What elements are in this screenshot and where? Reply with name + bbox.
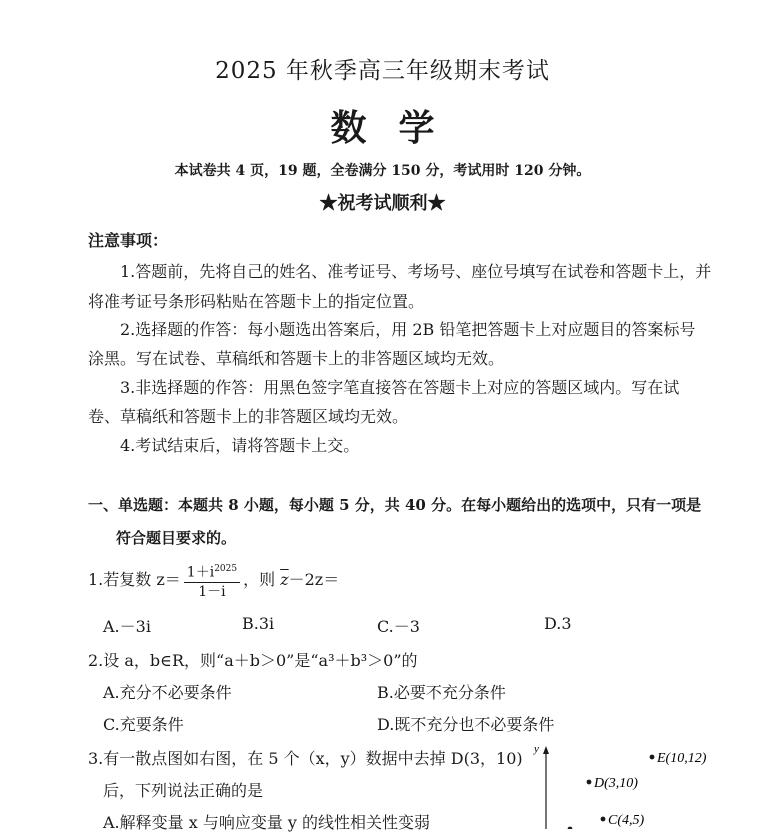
question-1-mid: ，则 bbox=[243, 569, 281, 589]
q1-option-d: D.3 bbox=[544, 614, 572, 633]
notice-item-2-line-2: 涂黑。写在试卷、草稿纸和答题卡上的非答题区域均无效。 bbox=[88, 349, 505, 368]
y-axis-label: y bbox=[534, 743, 539, 755]
point-e bbox=[650, 755, 655, 760]
q1-option-a: A.－3i bbox=[103, 617, 151, 636]
q2-option-a: A.充分不必要条件 bbox=[103, 683, 232, 702]
question-3-line-1: 3.有一散点图如右图，在 5 个（x，y）数据中去掉 D(3，10) bbox=[88, 749, 523, 768]
point-e-label: E(10,12) bbox=[657, 751, 707, 766]
question-1-prefix: 1.若复数 z＝ bbox=[88, 569, 181, 589]
q2-option-d: D.既不充分也不必要条件 bbox=[377, 715, 555, 734]
notice-item-2-line-1: 2.选择题的作答：每小题选出答案后，用 2B 铅笔把答题卡上对应题目的答案标号 bbox=[120, 320, 696, 339]
point-d bbox=[587, 780, 592, 785]
question-1-suffix: －2z＝ bbox=[288, 569, 340, 589]
fraction-denominator: 1－i bbox=[198, 583, 226, 600]
section-1-heading-line-2: 符合题目要求的。 bbox=[116, 529, 237, 547]
notice-item-3-line-2: 卷、草稿纸和答题卡上的非答题区域均无效。 bbox=[88, 407, 409, 426]
q3-option-a: A.解释变量 x 与响应变量 y 的线性相关性变弱 bbox=[103, 813, 431, 832]
notice-item-1-line-2: 将准考证号条形码粘贴在答题卡上的指定位置。 bbox=[88, 292, 425, 311]
blessing-banner: ★祝考试顺利★ bbox=[319, 193, 446, 214]
q2-option-b: B.必要不充分条件 bbox=[377, 683, 506, 702]
question-2-stem: 2.设 a，b∈R，则“a＋b＞0”是“a³＋b³＞0”的 bbox=[88, 651, 418, 670]
notice-item-1-line-1: 1.答题前，先将自己的姓名、准考证号、考场号、座位号填写在试卷和答题卡上，并 bbox=[120, 262, 712, 281]
point-c bbox=[601, 817, 606, 822]
y-axis-arrow bbox=[543, 746, 549, 754]
exponent: 2025 bbox=[214, 564, 238, 574]
subject-title: 数学 bbox=[330, 107, 467, 149]
exam-title: 2025 年秋季高三年级期末考试 bbox=[215, 58, 550, 84]
point-c-label: C(4,5) bbox=[608, 813, 645, 828]
exam-info: 本试卷共 4 页，19 题，全卷满分 150 分，考试用时 120 分钟。 bbox=[174, 163, 591, 179]
point-d-label: D(3,10) bbox=[594, 776, 638, 791]
q2-option-c: C.充要条件 bbox=[103, 715, 184, 734]
q1-option-b: B.3i bbox=[242, 614, 275, 633]
z-conjugate: $\overline{z}$ bbox=[280, 569, 289, 589]
q1-option-c: C.－3 bbox=[377, 617, 420, 636]
notice-item-4: 4.考试结束后，请将答题卡上交。 bbox=[120, 436, 360, 455]
section-1-heading-line-1: 一、单选题：本题共 8 小题，每小题 5 分，共 40 分。在每小题给出的选项中，只有一项是 bbox=[88, 496, 702, 514]
fraction-numerator: 1＋i bbox=[186, 564, 215, 581]
notice-heading: 注意事项： bbox=[88, 231, 169, 250]
question-3-line-2: 后，下列说法正确的是 bbox=[103, 781, 264, 800]
notice-item-3-line-1: 3.非选择题的作答：用黑色签字笔直接答在答题卡上对应的答题区域内。写在试 bbox=[120, 378, 680, 397]
